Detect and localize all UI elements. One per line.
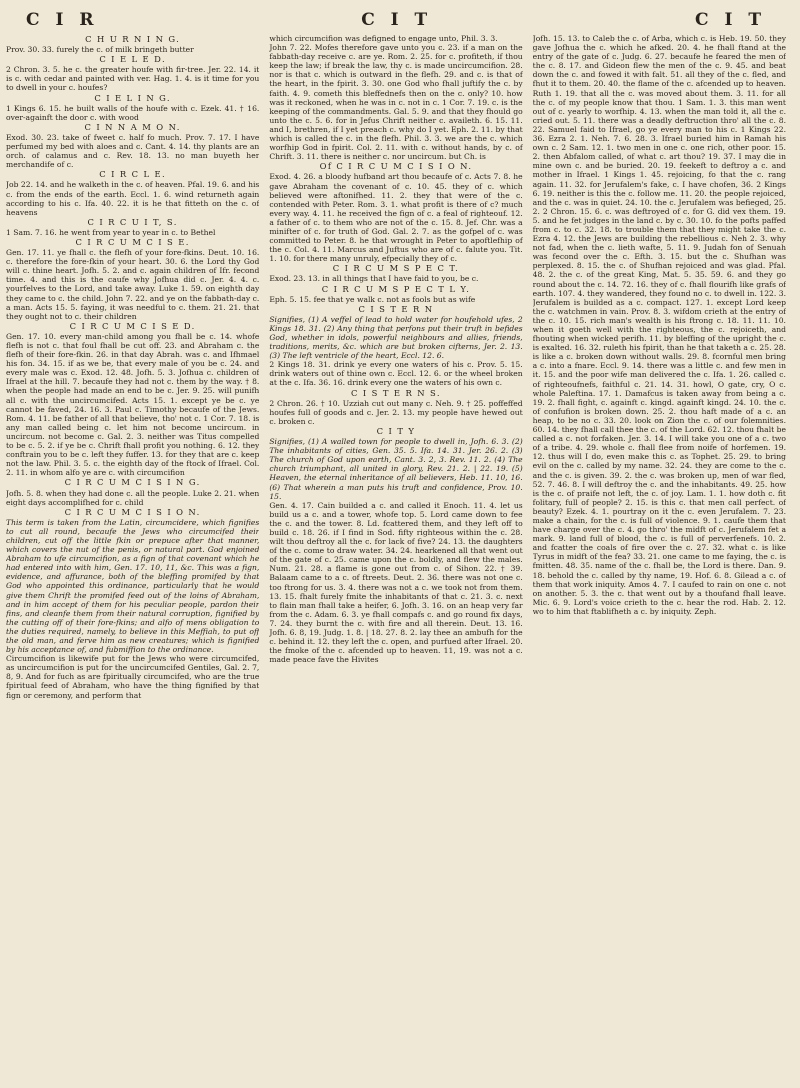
concordance-entry: Eph. 5. 15. fee that ye walk c. not as fools but as wife	[269, 294, 476, 304]
concordance-entry: 2 Kings 18. 31. drink ye every one waters of his c. Prov. 5. 15. drink waters out of thine own c. Eccl. 12. 6. or the wheel broken at the c. Ifa. 36. 16. drink every one the waters of his own c.	[269, 360, 523, 388]
concordance-entry: which circumcifion was defigned to engage unto, Phil. 3. 3.	[269, 34, 498, 43]
column-2	[269, 34, 522, 1082]
definition-text: This term is taken from the Latin, circumcidere, which fignifies to cut all round, becaufe the Jews who circumcifed their children, cut off the little fkin or prepuce after that manner, which covers the nut of the penis, or natural part. God enjoined Abraham to ufe circumcifion, as a fign of that covenant which he had entered into with him, Gen. 17. 10, 11, &c. This was a fign, evidence, and affurance, both of the bleffing promifed by that God who appointed this ordinance, particularly that he would give them Chrift the promifed feed out of the loins of Abraham, and in him accept of them for his peculiar people, pardon their fins, and cleanfe them from their natural corruption, fignified by the cutting off of their fore-fkins; and alfo of mens obligation to the duties required, namely, to believe in this Meffiah, to put off the old man, and ferve him as new creatures; which is fignified by his acceptance of, and fubmiffion to the ordinance.	[6, 517, 260, 655]
concordance-entry: Prov. 30. 33. furely the c. of milk bringeth butter	[6, 45, 194, 55]
concordance-entry: John 7. 22. Mofes therefore gave unto you c. 23. if a man on the fabbath-day receive c. are ye. Rom. 2. 25. for c. profiteth, if thou keep the law; if break the law, thy c. is made uncircumcifion. 28. nor is that c. which is outward in the flefh. 29. and c. is that of the heart, in the fpirit. 3. 30. one God who fhall juftify the c. by faith. 4. 9. cometh this bleffednefs then on the c. only? 10. how was it reckoned, when he was in c. not in c. 1 Cor. 7. 19. c. is the keeping of the commandments. Gal. 5. 9. and that they fhould go unto the c. 5. 6. for in Jefus Chrift neither c. availeth. 6. 15. 11. and I, brethren, if I yet preach c. why do I yet. Eph. 2. 11. by that which is called the c. in the flefh. Phil. 3. 3. we are the c. which worfhip God in fpirit. Col. 2. 11. with c. without hands, by c. of Chrift. 3. 11. there is neither c. nor uncircum. but Ch. is	[269, 43, 523, 162]
concordance-entry: 2 Chron. 26. † 10. Uzziah cut out many c. Neh. 9. † 25. poffeffed houfes full of goods and c. Jer. 2. 13. my people have hewed out c. broken c.	[269, 398, 523, 426]
entry-heading: C I R C U M C I S I N G.	[64, 477, 201, 488]
text-columns	[6, 34, 786, 1082]
entry-heading: C H U R N I N G.	[85, 34, 181, 44]
entry-heading: Of C I R C U M C I S I O N.	[319, 161, 473, 172]
entry-heading: C I R C U M S P E C T.	[332, 263, 460, 274]
concordance-entry: Gen. 17. 10. every man-child among you fhall be c. 14. whofe flefh is not c. that foul fhall be cut off. 23. and Abraham c. the flefh of their fore-fkin. 26. in that day Abrah. was c. and Ifhmael his fon. 34. 15. if as we be, that every male of you be c. 24. and every male was c. Exod. 12. 48. Jofh. 5. 3. Jofhua c. children of Ifrael at the hill. 7. becaufe they had not c. them by the way. † 8. when the people had made an end to be c. Jer. 9. 25. will punifh all c. with the uncircumcifed. Acts 15. 1. except ye be c. ye cannot be faved, 24. 16. 3. Paul c. Timothy becaufe of the Jews. Rom. 4. 11. be father of all that believe, tho' not c. 1 Cor. 7. 18. is any man called being c. let him not become uncircum. in uncircum. not become c. Gal. 2. 3. neither was Titus compelled to be c. 5. 2. if ye be c. Chrift fhall profit you nothing. 6. 12. they conftrain you to be c. left they fuffer. 13. for they that are c. keep not the law. Phil. 3. 5. c. the eighth day of the ftock of Ifrael. Col. 2. 11. in whom alfo ye are c. with circumcifion	[6, 331, 260, 478]
concordance-entry: 2 Chron. 3. 5. he c. the greater houfe with fir-tree. Jer. 22. 14. it is c. with cedar and painted with ver. Hag. 1. 4. is it time for you to dwell in your c. houfes?	[6, 65, 260, 93]
concordance-entry: 1 Sam. 7. 16. he went from year to year in c. to Bethel	[6, 227, 216, 237]
running-head	[6, 0, 786, 34]
concordance-entry: Job 22. 14. and he walketh in the c. of heaven. Pfal. 19. 6. and his c. from the ends of the earth. Eccl. 1. 6. wind returneth again according to his c. Ifa. 40. 22. it is he that fitteth on the c. of heavens	[6, 180, 260, 217]
concordance-entry: Gen. 4. 17. Cain builded a c. and called it Enoch. 11. 4. let us build us a c. and a tower, whofe top. 5. Lord came down to fee the c. and the tower. 8. Ld. fcattered them, and they left off to build c. 18. 26. if I find in Sod. fifty righteous within the c. 28. wilt thou deftroy all the c. for lack of five? 24. 13. the daughters of the c. come to draw water. 34. 24. hearkened all that went out of the gate of c. 25. came upon the c. boldly, and flew the males. Num. 21. 28. a flame is gone out from c. of Sihon. 22. † 39. Balaam came to a c. of ftreets. Deut. 2. 36. there was not one c. too ftrong for us. 3. 4. there was not a c. we took not from them. 13. 15. fhalt furely fmite the inhabitants of that c. 21. 3. c. next to flain man fhall take a heifer, 6. Jofh. 3. 16. on an heap very far from the c. Adam. 6. 3. ye fhall compafs c. and go round fix days, 7. 24. they burnt the c. with fire and all therein. Deut. 13. 16. Jofh. 6. 8, 19. Judg. 1. 8. | 18. 27. 8. 2. lay thee an ambufh for the c. behind it. 12. they left the c. open, and purfued after Ifrael. 20. the fmoke of the c. afcended up to heaven. 11, 19. was not a c. made peace fave the Hivites	[269, 500, 523, 665]
concordance-entry: Gen. 17. 11. ye fhall c. the flefh of your fore-fkins. Deut. 10. 16. c. therefore the fore-fkin of your heart. 30. 6. the Lord thy God will c. thine heart. Jofh. 5. 2. and c. again children of Ifr. fecond time. 4. and this is the caufe why Jofhua did c. Jer. 4. 4. c. yourfelves to the Lord, and take away. Luke 1. 59. on eighth day they came to c. the child. John 7. 22. and ye on the fabbath-day c. a man. Acts 15. 5. faying, it was needful to c. them. 21. 21. that they ought not to c. their children	[6, 248, 260, 321]
running-head-right: C I T	[695, 10, 766, 30]
concordance-entry: Exod. 30. 23. take of fweet c. half fo much. Prov. 7. 17. I have perfumed my bed with aloes and c. Cant. 4. 14. thy plants are an orch. of calamus and c. Rev. 18. 13. no man buyeth her merchandife of c.	[6, 132, 260, 170]
definition-text: Signifies, (1) A veffel of lead to hold water for houfehold ufes, 2 Kings 18. 31. (2) Any thing that perfons put their truft in befides God, whether in idols, powerful neighbours and allies, friends, traditions, merits, &c. which are but broken cifterns, Jer. 2. 13. (3) The left ventricle of the heart, Eccl. 12. 6.	[269, 314, 523, 361]
entry-heading: C I E L E D.	[99, 54, 167, 65]
column-1	[6, 34, 259, 1082]
entry-heading: C I R C U M S P E C T L Y.	[321, 283, 471, 294]
entry-heading: C I N N A M O N.	[84, 121, 181, 132]
entry-heading: C I S T E R N	[358, 303, 434, 314]
column-3	[533, 34, 786, 1082]
entry-heading: C I R C U M C I S I O N.	[64, 506, 201, 517]
running-head-center: C I T	[361, 10, 433, 30]
entry-heading: C I R C L E.	[99, 169, 167, 180]
definition-text: Signifies, (1) A walled town for people to dwell in, Jofh. 6. 3. (2) The inhabitants of cities, Gen. 35. 5. Ifa. 14. 31. Jer. 26. 2. (3) The church of God upon earth, Cant. 3. 2, 3. Rev. 11. 2. (4) The church triumphant, all united in glory, Rev. 21. 2. | 22. 19. (5) Heaven, the eternal inheritance of all believers, Heb. 11. 10, 16. (6) That wherein a man puts his truft and confidence, Prov. 10. 15.	[269, 437, 523, 501]
concordance-entry: Exod. 23. 13. in all things that I have faid to you, be c.	[269, 274, 479, 284]
entry-heading: C I S T E R N S.	[351, 387, 441, 398]
entry-heading: C I R C U I T, S.	[87, 216, 178, 227]
entry-heading: C I T Y	[376, 425, 416, 436]
concordance-entry: 1 Kings 6. 15. he built walls of the houfe with c. Ezek. 41. † 16. over-againft the door c. with wood	[6, 103, 260, 122]
concordance-entry: Circumcifion is likewife put for the Jews who were circumcifed, as uncircumcifion is put for the uncircumcifed Gentiles, Gal. 2. 7, 8, 9. And for fuch as are fpiritually circumcifed, who are the true fpiritual feed of Abraham, who have the thing fignified by that fign or ceremony, and perform that	[6, 654, 260, 700]
entry-heading: C I E L I N G.	[94, 92, 171, 103]
concordance-entry: Jofh. 5. 8. when they had done c. all the people. Luke 2. 21. when eight days accomplifhed for c. child	[6, 488, 260, 507]
concordance-entry: Exod. 4. 26. a bloody hufband art thou becaufe of c. Acts 7. 8. he gave Abraham the covenant of c. 10. 45. they of c. which believed were aftonifhed. 11. 2. they that were of the c. contended with Peter. Rom. 3. 1. what profit is there of c? much every way. 4. 11. he received the fign of c. a feal of righteouf. 12. a father of c. to them who are not of the c. 15. 8. Jef. Chr. was a minifter of c. for truth of God. Gal. 2. 7. as the gofpel of c. was committed to Peter. 8. he that wrought in Peter to apoftlefhip of the c. Col. 4. 11. Marcus and Juftus who are of c. falute you. Tit. 1. 10. for there many unruly, efpecially they of c.	[269, 172, 523, 264]
concordance-entry: Jofh. 15. 13. to Caleb the c. of Arba, which c. is Heb. 19. 50. they gave Jofhua the c. which he afked. 20. 4. he fhall ftand at the entry of the gate of c. Judg. 6. 27. becaufe he feared the men of the c. 8. 17. and Gideon flew the men of the c. 9. 45. and beat down the c. and fowed it with falt. 51. all they of the c. fled, and fhut it to them. 20. 40. the flame of the c. afcended up to heaven. Ruth 1. 19. that all the c. was moved about them. 3. 11. for all the c. of my people know that thou. 1 Sam. 1. 3. this man went out of c. yearly to worfhip. 4. 13. when the man told it, all the c. cried out. 5. 11. there was a deadly deftruction thro' all the c. 8. 22. Samuel faid to Ifrael, go ye every man to his c. 1 Kings 22. 36. Ezra 2. 1. Neh. 7. 6. 28. 3. Ifrael buried him in Ramah his own c. 2 Sam. 12. 1. two men in one c. one rich, other poor. 15. 2. then Abfalom called, of what c. art thou? 19. 37. I may die in mine own c. and be buried. 20. 19. feekeft to deftroy a c. and mother in Ifrael. 1 Kings 1. 45. rejoicing, fo that the c. rang again. 11. 32. for Jerufalem's fake, c. I have chofen, 36. 2 Kings 6. 19. neither is this the c. follow me. 11. 20. the people rejoiced, and the c. was in quiet. 24. 10. the c. Jerufalem was befieged, 25. 2. 2 Chron. 15. 6. c. was deftroyed of c. for G. did vex them. 19. 5. and he fet judges in the land c. by c. 30. 10. fo the pofts paffed from c. to c. 32. 18. to trouble them that they might take the c. Ezra 4. 12. the Jews are building the rebellious c. Neh 2. 3. why not fad, when the c. lieth wafte, 5. 11. 9. Judah fon of Senuah was fecond over the c. Efth. 3. 15. but the c. Shufhan was perplexed. 8. 15. the c. of Shufhan rejoiced and was glad. Pfal. 48. 2. the c. of the great King, Mat. 5. 35. 59. 6. and they go round about the c. 14. 72. 16. they of c. fhall flourifh like grafs of earth. 107. 4. they wandered, they found no c. to dwell in. 122. 3. Jerufalem is builded as a c. compact. 127. 1. except Lord keep the c. watchmen in vain. Prov. 8. 3. wifdom crieth at the entry of the c. 10. 15. rich man's wealth is his ftrong c. 18. 11. 11. 10. when it goeth well with the righteous, the c. rejoiceth, and fhouting when wicked perifh. 11. by bleffing of the upright the c. is exalted. 16. 32. ruleth his fpirit, than he that taketh a c. 25. 28. is like a c. broken down without walls. 29. 8. fcornful men bring a c. into a fnare. Eccl. 9. 14. there was a little c. and few men in it. 15. and the poor wife man delivered the c. Ifa. 1. 26. called c. of righteoufnefs, faithful c. 21. 14. 31. howl, O gate, cry, O c. whole Paleftina. 17. 1. Damafcus is taken away from being a c. 19. 2. fhall fight, c. againft c. kingd. againft kingd. 24. 10. the c. of confufion is broken down. 25. 2. thou haft made of a c. an heap, to be no c. 33. 20. look on Zion the c. of our folemnities. 60. 14. they fhall call thee the c. of the Lord. 62. 12. thou fhalt be called a c. not forfaken. Jer. 3. 14. I will take you one of a c. two of a tribe. 4. 29. whole c. fhall flee from noife of horfemen. 19. 12. thus will I do, even make this c. as Tophet. 25. 29. to bring evil on the c. called by my name. 32. 24. they are come to the c. and the c. is given. 39. 2. the c. was broken up, men of war fled, 52. 7. 46. 8. I will deftroy the c. and the inhabitants. 49. 25. how is the c. of praife not left, the c. of joy. Lam. 1. 1. how doth c. fit folitary, full of people? 2. 15. is this c. that men call perfect. of beauty? Ezek. 4. 1. pourtray on it the c. even Jerufalem. 7. 23. make a chain, for the c. is full of violence. 9. 1. caufe them that have charge over the c. 4. go thro' the midft of c. Jerufalem fet a mark. 9. land full of blood, the c. is full of perverfenefs. 10. 2. and fcatter the coals of fire over the c. 27. 32. what c. is like Tyrus in midft of the fea? 33. 21. one came to me faying, the c. is fmitten. 48. 35. name of the c. fhall be, the Lord is there. Dan. 9. 18. behold the c. called by thy name, 19. Hof. 6. 8. Gilead a c. of them that work iniquity. Amos 4. 7. I caufed to rain on one c. not on another. 5. 3. the c. that went out by a thoufand fhall leave. Mic. 6. 9. Lord's voice crieth to the c. hear the rod. Hab. 2. 12. wo to him that ftablifheth a c. by iniquity. Zeph.	[532, 34, 786, 616]
running-head-left: C I R	[26, 10, 99, 30]
entry-heading: C I R C U M C I S E D.	[69, 320, 196, 331]
entry-heading: C I R C U M C I S E.	[75, 236, 190, 247]
